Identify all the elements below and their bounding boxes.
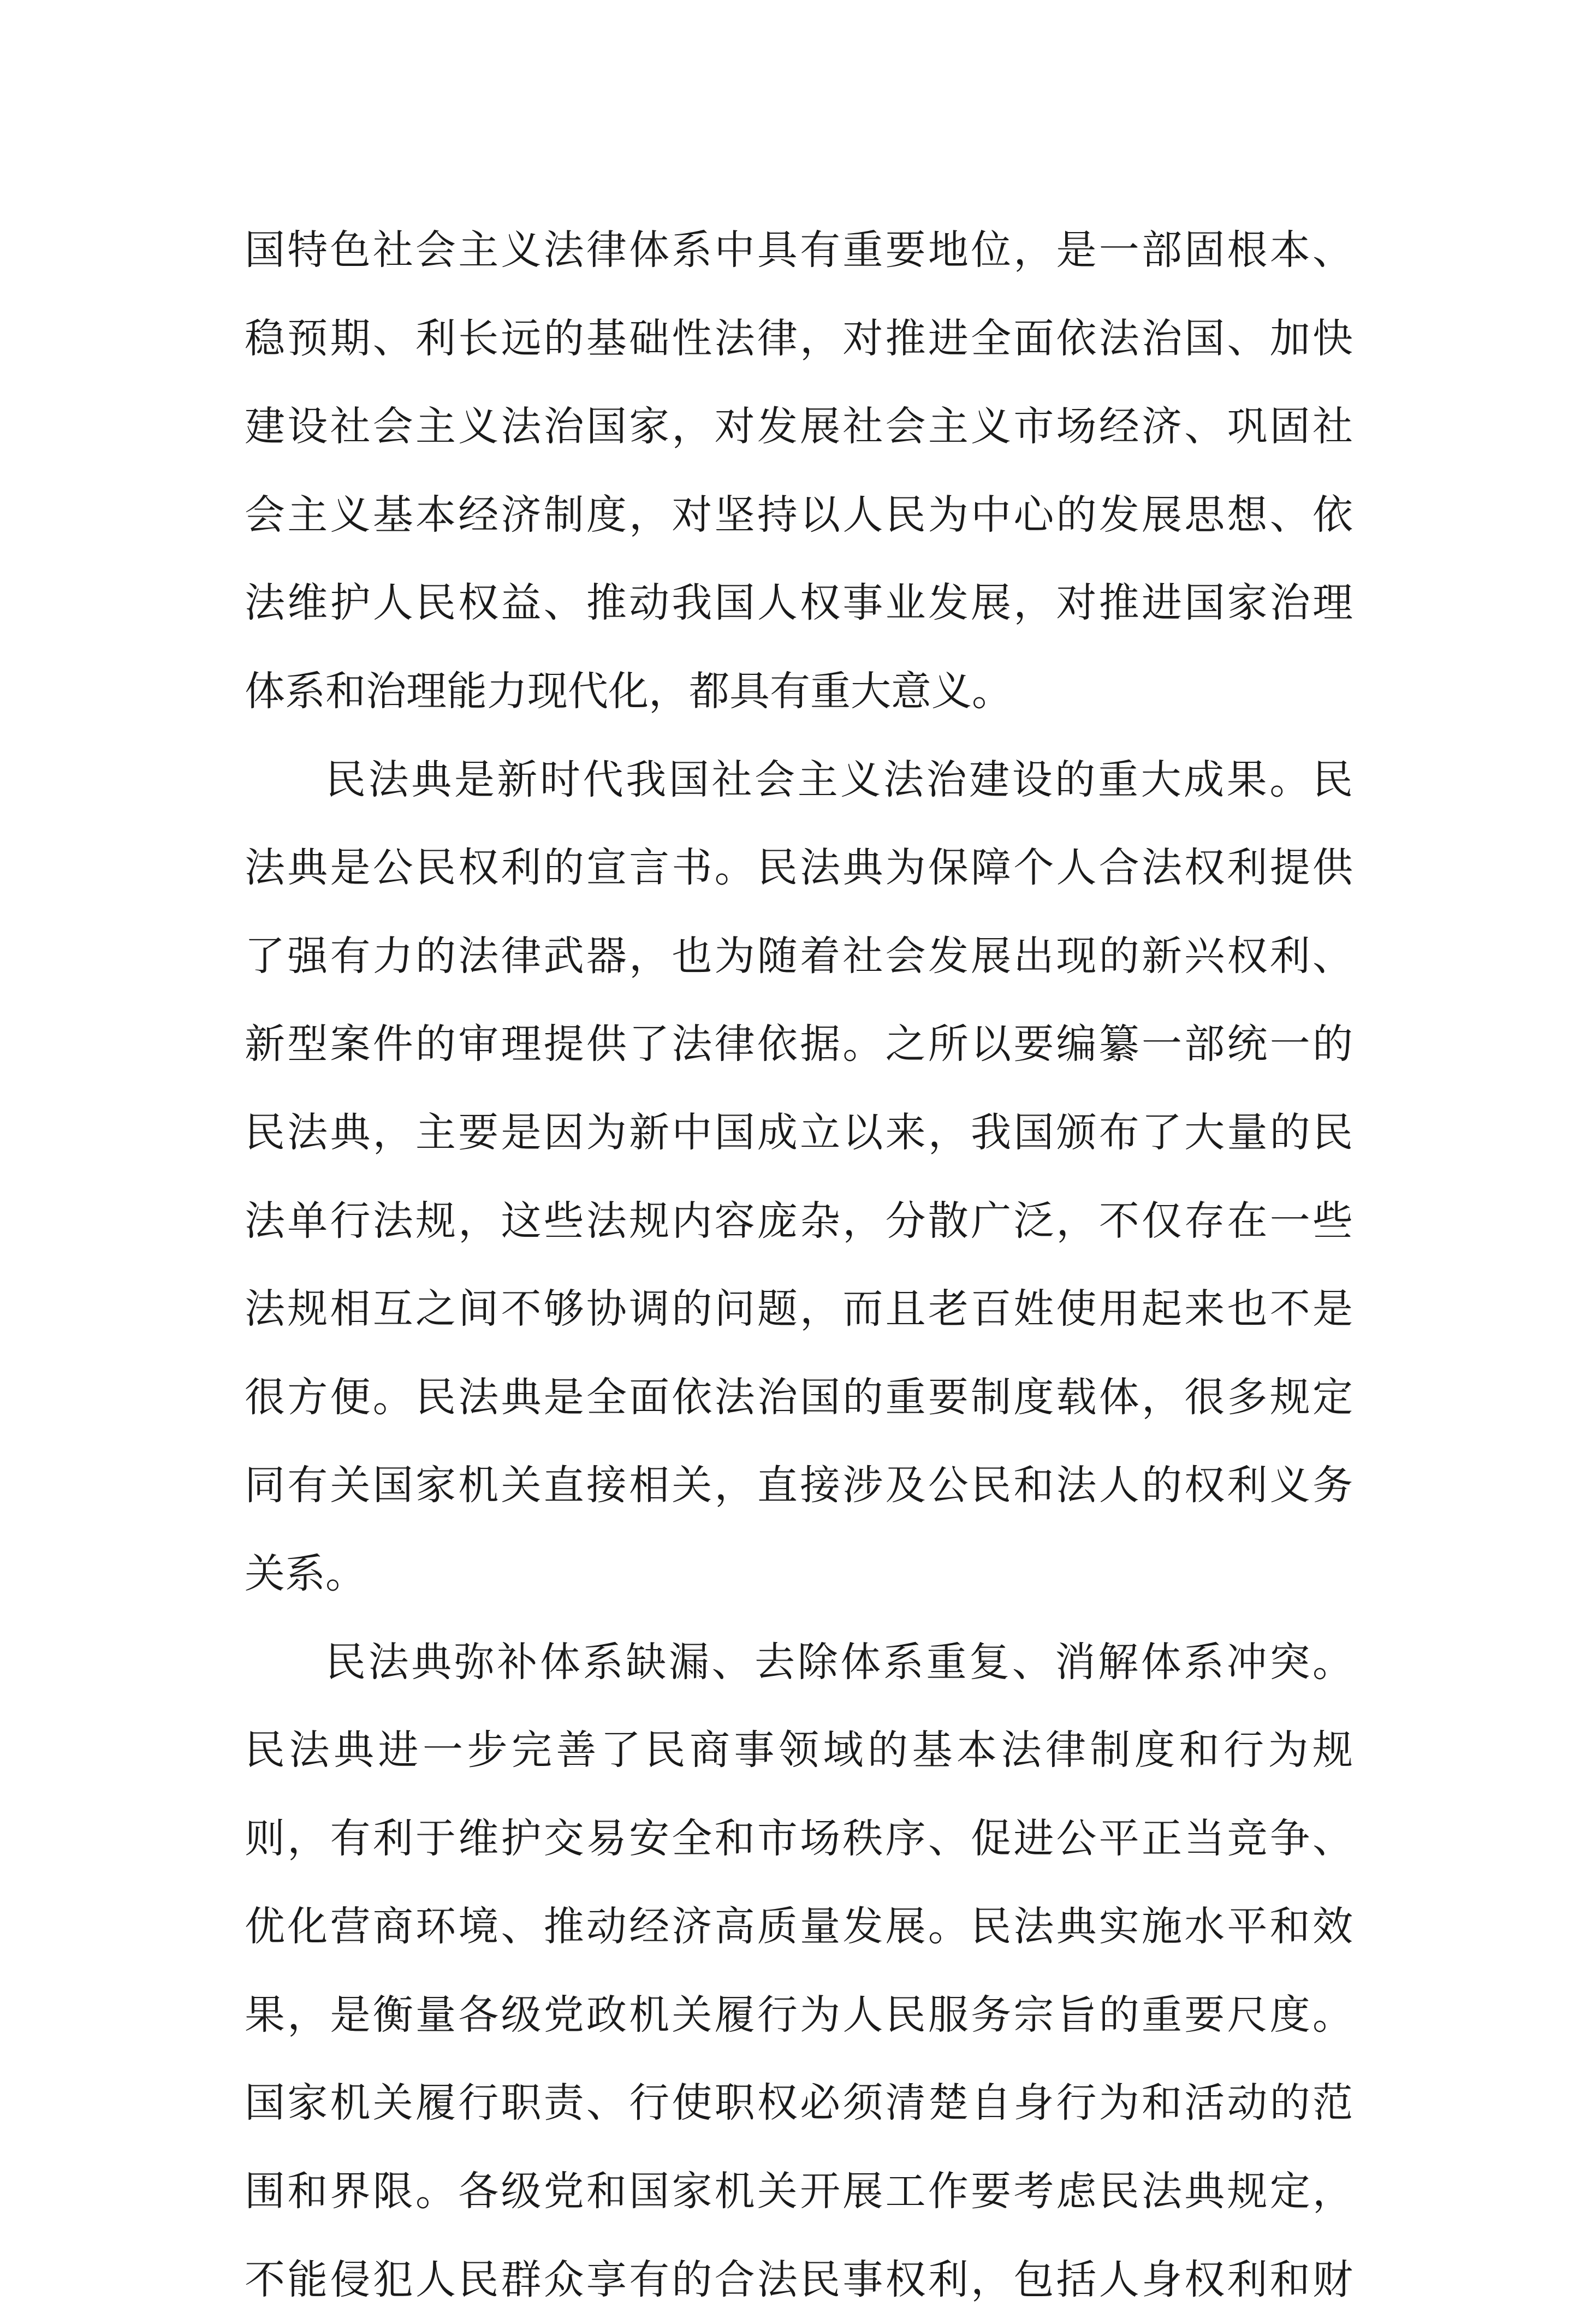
text-line: 民法典弥补体系缺漏、去除体系重复、消解体系冲突。	[245, 1618, 1353, 1707]
text-line: 民法典，主要是因为新中国成立以来，我国颁布了大量的民	[245, 1089, 1353, 1177]
paragraph-1	[245, 206, 1353, 736]
text-line: 体系和治理能力现代化，都具有重大意义。	[245, 648, 1353, 736]
text-line: 法单行法规，这些法规内容庞杂，分散广泛，不仅存在一些	[245, 1177, 1353, 1266]
text-line: 新型案件的审理提供了法律依据。之所以要编纂一部统一的	[245, 1000, 1353, 1089]
text-line: 民法典是新时代我国社会主义法治建设的重大成果。民	[245, 736, 1353, 825]
text-line: 法维护人民权益、推动我国人权事业发展，对推进国家治理	[245, 559, 1353, 648]
text-line: 会主义基本经济制度，对坚持以人民为中心的发展思想、依	[245, 471, 1353, 560]
text-line: 很方便。民法典是全面依法治国的重要制度载体，很多规定	[245, 1354, 1353, 1442]
text-line: 建设社会主义法治国家，对发展社会主义市场经济、巩固社	[245, 383, 1353, 471]
paragraph-3	[245, 1618, 1353, 2324]
text-line: 国特色社会主义法律体系中具有重要地位，是一部固根本、	[245, 206, 1353, 295]
paragraph-2	[245, 736, 1353, 1618]
text-line: 法典是公民权利的宣言书。民法典为保障个人合法权利提供	[245, 824, 1353, 912]
text-line: 果，是衡量各级党政机关履行为人民服务宗旨的重要尺度。	[245, 1971, 1353, 2060]
text-line: 国家机关履行职责、行使职权必须清楚自身行为和活动的范	[245, 2059, 1353, 2148]
text-line: 法规相互之间不够协调的问题，而且老百姓使用起来也不是	[245, 1265, 1353, 1354]
text-line: 民法典进一步完善了民商事领域的基本法律制度和行为规	[245, 1706, 1353, 1795]
text-line: 优化营商环境、推动经济高质量发展。民法典实施水平和效	[245, 1883, 1353, 1971]
body-text	[245, 206, 1353, 2324]
text-line: 稳预期、利长远的基础性法律，对推进全面依法治国、加快	[245, 295, 1353, 383]
text-line: 了强有力的法律武器，也为随着社会发展出现的新兴权利、	[245, 912, 1353, 1001]
text-line: 围和界限。各级党和国家机关开展工作要考虑民法典规定，	[245, 2148, 1353, 2236]
text-line: 则，有利于维护交易安全和市场秩序、促进公平正当竞争、	[245, 1795, 1353, 1883]
text-line: 同有关国家机关直接相关，直接涉及公民和法人的权利义务	[245, 1442, 1353, 1530]
text-line: 关系。	[245, 1530, 1353, 1618]
text-line: 不能侵犯人民群众享有的合法民事权利，包括人身权利和财	[245, 2236, 1353, 2324]
